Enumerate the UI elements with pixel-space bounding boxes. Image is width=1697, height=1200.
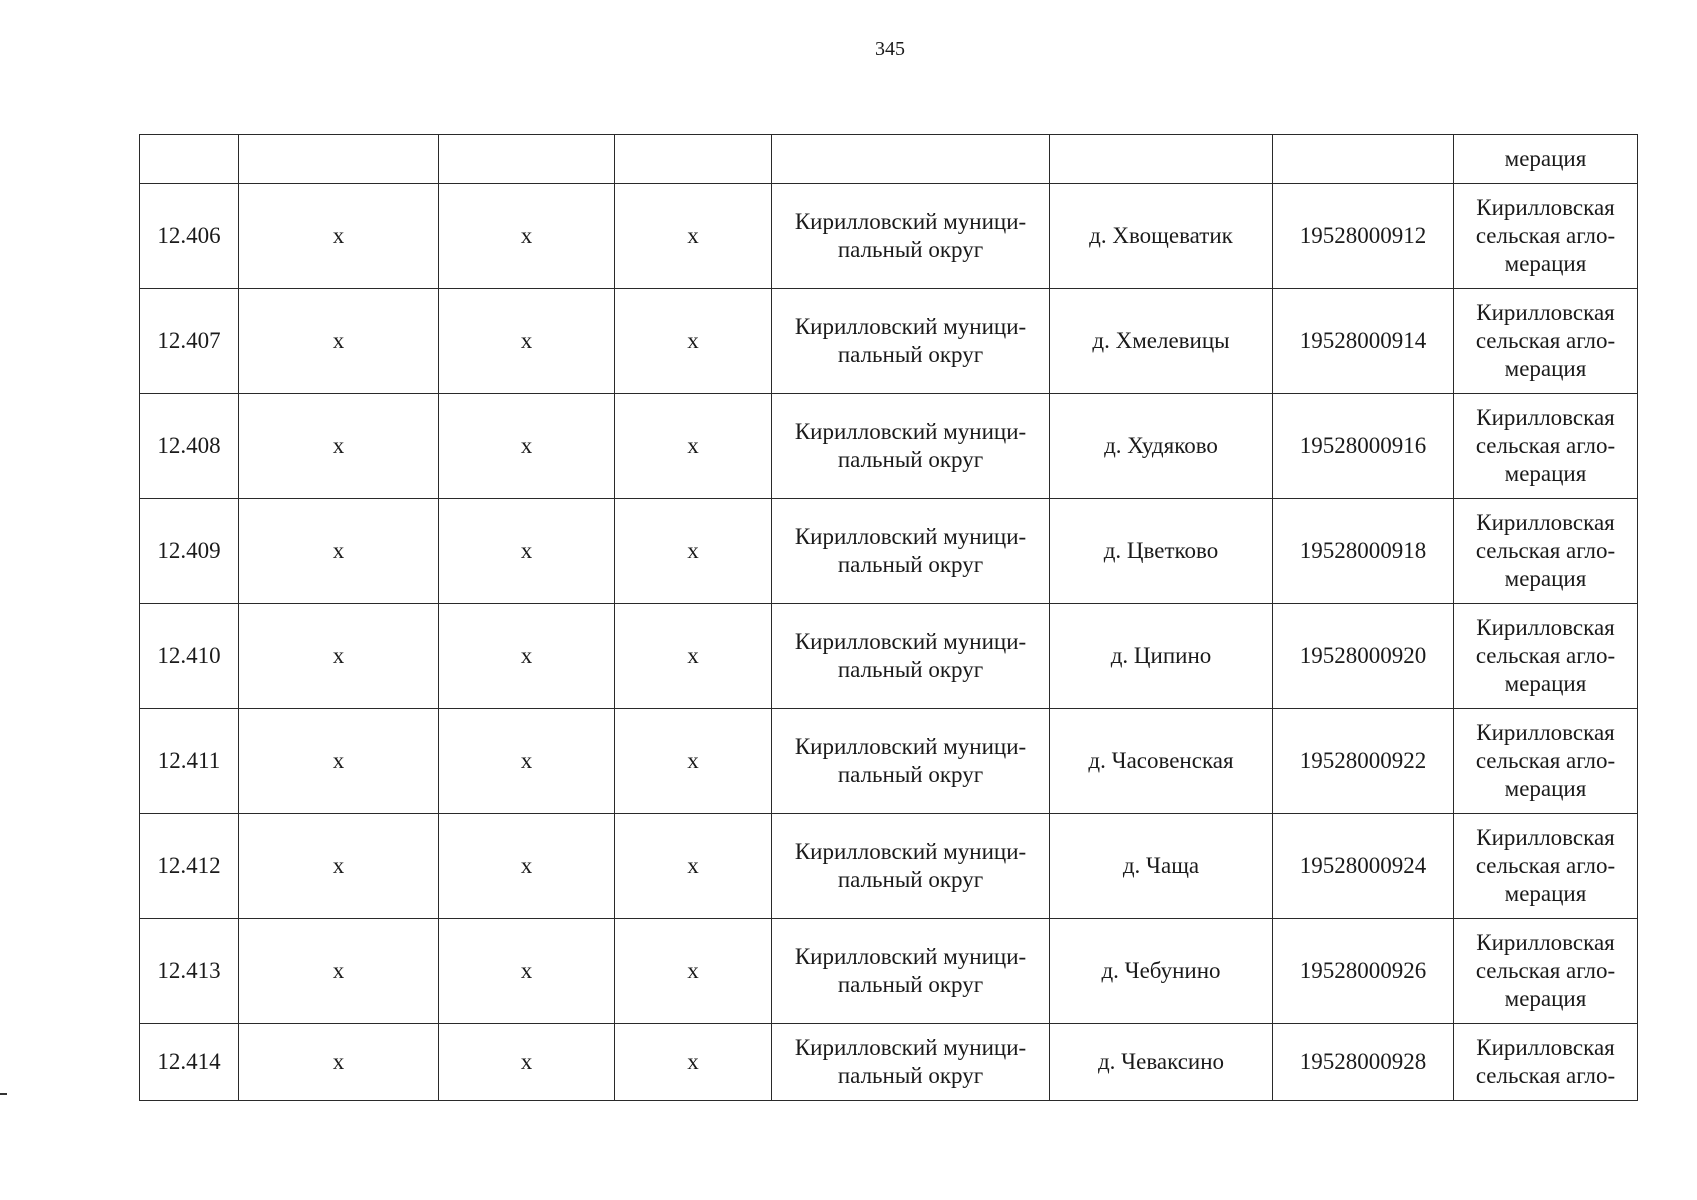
oktmo-code-cell: 19528000920 [1273,604,1454,709]
settlement-cell: д. Хмелевицы [1050,289,1273,394]
district-line: пальный округ [837,552,984,577]
page-number: 345 [875,38,905,60]
agglomeration-line: сельская агло- [1475,538,1616,563]
table-row [140,289,1638,394]
agglomeration-cell [1454,919,1638,1024]
agglomeration-cell [1454,394,1638,499]
carryover-cell-agglomeration: мерация [1454,135,1638,184]
settlement-cell: д. Ципино [1050,604,1273,709]
district-cell [772,919,1050,1024]
agglomeration-cell [1454,184,1638,289]
table-row [140,709,1638,814]
district-cell [772,184,1050,289]
agglomeration-line: Кирилловская [1476,930,1615,955]
agglomeration-line: мерация [1504,776,1587,801]
district-line: Кирилловский муници- [794,944,1027,969]
district-line: пальный округ [837,972,984,997]
table-row [140,1024,1638,1101]
district-line: пальный округ [837,1063,984,1088]
agglomeration-cell [1454,814,1638,919]
settlement-cell: д. Цветково [1050,499,1273,604]
oktmo-code-cell: 19528000924 [1273,814,1454,919]
agglomeration-line: сельская агло- [1475,433,1616,458]
agglomeration-line: мерация [1504,356,1587,381]
table-row [140,394,1638,499]
agglomeration-line: Кирилловская [1476,720,1615,745]
district-cell [772,394,1050,499]
x-mark-cell: х [439,814,615,919]
x-mark-cell: х [439,604,615,709]
district-line: пальный округ [837,657,984,682]
oktmo-code-cell: 19528000916 [1273,394,1454,499]
agglomeration-line: Кирилловская [1476,195,1615,220]
row-number-cell: 12.412 [140,814,239,919]
agglomeration-line: сельская агло- [1475,958,1616,983]
oktmo-code-cell: 19528000926 [1273,919,1454,1024]
district-cell [772,604,1050,709]
table-row [140,604,1638,709]
oktmo-code-cell: 19528000914 [1273,289,1454,394]
agglomeration-line: сельская агло- [1475,1063,1616,1088]
carryover-row [140,135,1638,184]
agglomeration-line: сельская агло- [1475,853,1616,878]
settlement-cell: д. Часовенская [1050,709,1273,814]
agglomeration-line: сельская агло- [1475,748,1616,773]
settlement-cell: д. Чебунино [1050,919,1273,1024]
district-line: пальный округ [837,867,984,892]
table-row [140,814,1638,919]
x-mark-cell: х [239,919,439,1024]
settlement-cell: д. Хвощеватик [1050,184,1273,289]
x-mark-cell: х [615,184,772,289]
agglomeration-cell [1454,1024,1638,1101]
district-line: пальный округ [837,237,984,262]
table-body [140,135,1638,1101]
agglomeration-line: сельская агло- [1475,328,1616,353]
x-mark-cell: х [239,289,439,394]
x-mark-cell: х [239,814,439,919]
settlement-cell: д. Худяково [1050,394,1273,499]
x-mark-cell: х [615,604,772,709]
x-mark-cell: х [239,499,439,604]
x-mark-cell: х [239,184,439,289]
agglomeration-line: Кирилловская [1476,510,1615,535]
carryover-cell-c4 [615,135,772,184]
district-line: Кирилловский муници- [794,419,1027,444]
x-mark-cell: х [615,709,772,814]
district-line: пальный округ [837,447,984,472]
x-mark-cell: х [615,289,772,394]
agglomeration-line: мерация [1504,671,1587,696]
row-number-cell: 12.407 [140,289,239,394]
district-line: Кирилловский муници- [794,629,1027,654]
carryover-cell-settlement [1050,135,1273,184]
x-mark-cell: х [439,1024,615,1101]
row-number-cell: 12.408 [140,394,239,499]
settlements-table [139,134,1638,1101]
table-row [140,184,1638,289]
row-number-cell: 12.409 [140,499,239,604]
row-number-cell: 12.411 [140,709,239,814]
carryover-cell-c3 [439,135,615,184]
agglomeration-cell [1454,604,1638,709]
x-mark-cell: х [439,184,615,289]
x-mark-cell: х [239,1024,439,1101]
oktmo-code-cell: 19528000928 [1273,1024,1454,1101]
row-number-cell: 12.406 [140,184,239,289]
district-line: Кирилловский муници- [794,314,1027,339]
oktmo-code-cell: 19528000922 [1273,709,1454,814]
x-mark-cell: х [439,499,615,604]
carryover-cell-num [140,135,239,184]
district-cell [772,1024,1050,1101]
agglomeration-line: мерация [1504,986,1587,1011]
row-number-cell: 12.414 [140,1024,239,1101]
x-mark-cell: х [239,604,439,709]
settlement-cell: д. Чеваксино [1050,1024,1273,1101]
agglomeration-line: сельская агло- [1475,223,1616,248]
agglomeration-line: мерация [1504,251,1587,276]
margin-mark [0,1093,7,1095]
table-row [140,919,1638,1024]
table-row [140,499,1638,604]
district-cell [772,499,1050,604]
x-mark-cell: х [239,394,439,499]
agglomeration-line: сельская агло- [1475,643,1616,668]
district-line: Кирилловский муници- [794,839,1027,864]
agglomeration-line: Кирилловская [1476,1035,1615,1060]
district-cell [772,289,1050,394]
agglomeration-line: Кирилловская [1476,615,1615,640]
x-mark-cell: х [615,1024,772,1101]
x-mark-cell: х [439,709,615,814]
district-line: пальный округ [837,762,984,787]
row-number-cell: 12.410 [140,604,239,709]
x-mark-cell: х [615,394,772,499]
x-mark-cell: х [615,919,772,1024]
agglomeration-cell [1454,499,1638,604]
district-line: Кирилловский муници- [794,734,1027,759]
district-line: Кирилловский муници- [794,524,1027,549]
agglomeration-line: Кирилловская [1476,405,1615,430]
district-line: Кирилловский муници- [794,209,1027,234]
carryover-cell-c2 [239,135,439,184]
x-mark-cell: х [439,919,615,1024]
x-mark-cell: х [239,709,439,814]
carryover-cell-code [1273,135,1454,184]
settlement-cell: д. Чаща [1050,814,1273,919]
district-line: Кирилловский муници- [794,1035,1027,1060]
agglomeration-line: Кирилловская [1476,825,1615,850]
agglomeration-line: мерация [1504,461,1587,486]
district-cell [772,709,1050,814]
x-mark-cell: х [615,814,772,919]
agglomeration-cell [1454,289,1638,394]
district-line: пальный округ [837,342,984,367]
agglomeration-line: Кирилловская [1476,300,1615,325]
row-number-cell: 12.413 [140,919,239,1024]
oktmo-code-cell: 19528000912 [1273,184,1454,289]
carryover-cell-district [772,135,1050,184]
district-cell [772,814,1050,919]
agglomeration-line: мерация [1504,881,1587,906]
x-mark-cell: х [439,289,615,394]
oktmo-code-cell: 19528000918 [1273,499,1454,604]
x-mark-cell: х [439,394,615,499]
agglomeration-cell [1454,709,1638,814]
x-mark-cell: х [615,499,772,604]
agglomeration-line: мерация [1504,566,1587,591]
